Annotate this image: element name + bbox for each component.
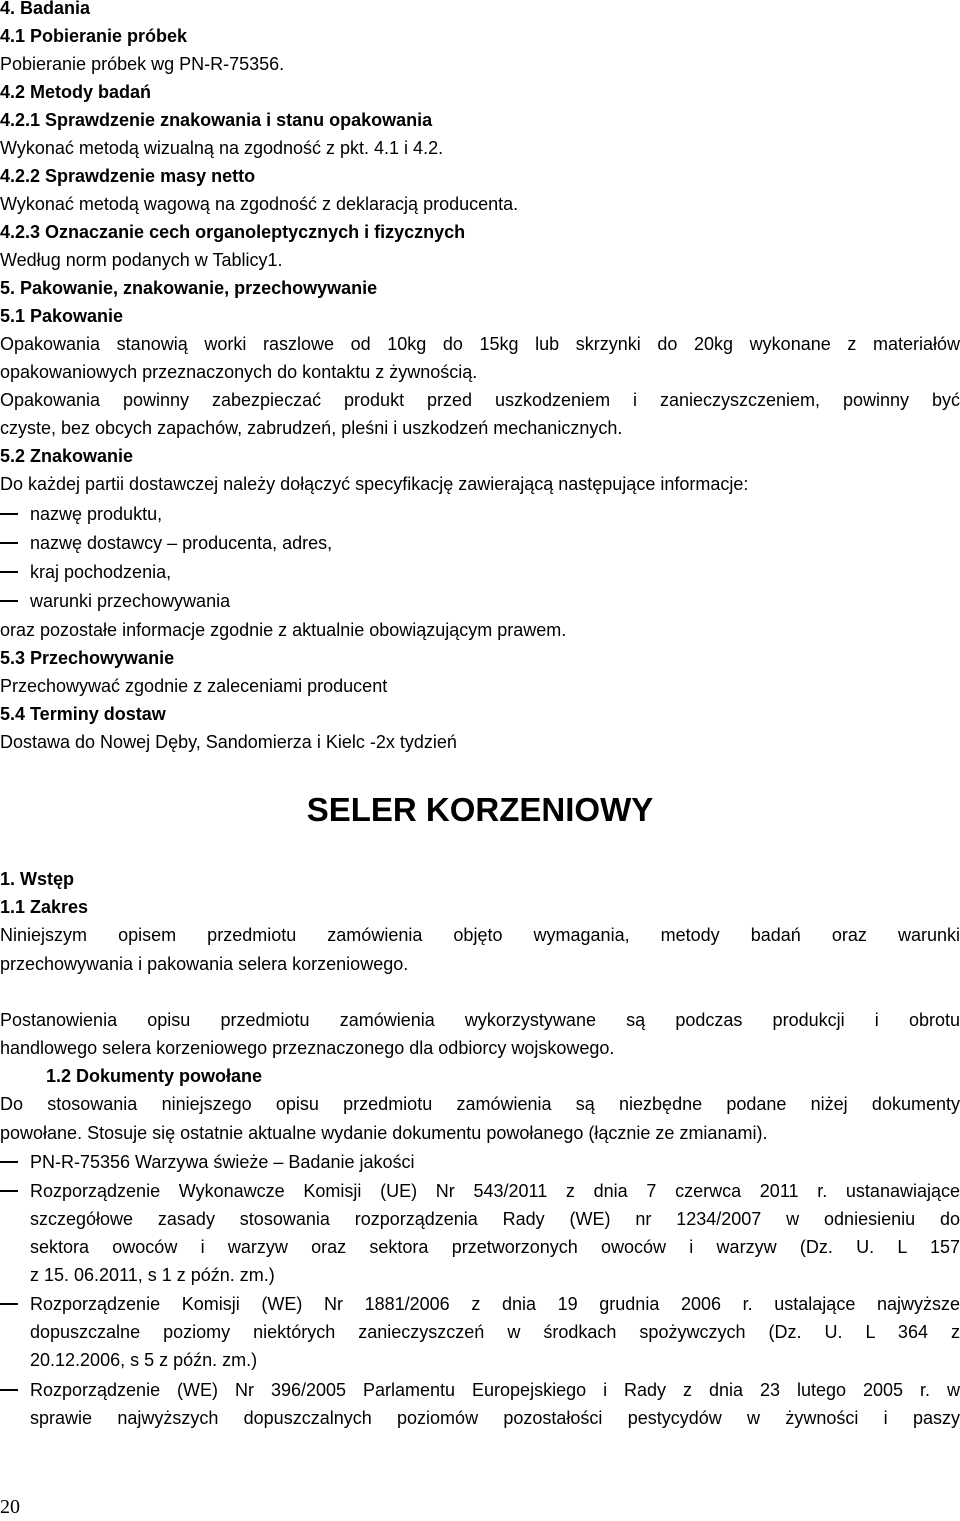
section-4-2-2-heading: 4.2.2 Sprawdzenie masy netto bbox=[0, 166, 256, 186]
reference-item-2-line-1: Rozporządzenie Wykonawcze Komisji (UE) Nr 543/2011 z dnia 7 czerwca 2011 r. ustanawiające bbox=[30, 1181, 960, 1201]
list-dash-icon bbox=[0, 1389, 18, 1391]
section-5-3-text: Przechowywać zgodnie z zaleceniami producent bbox=[0, 676, 388, 696]
list-item: nazwę dostawcy – producenta, adres, bbox=[30, 533, 333, 553]
list-item: nazwę produktu, bbox=[30, 504, 163, 524]
reference-item-4-line-2: sprawie najwyższych dopuszczalnych poziomów pozostałości pestycydów w żywności i paszy bbox=[30, 1408, 960, 1428]
section-4-1-heading: 4.1 Pobieranie próbek bbox=[0, 26, 188, 46]
list-dash-icon bbox=[0, 542, 18, 544]
section-5-2-heading: 5.2 Znakowanie bbox=[0, 446, 134, 466]
section-4-1-text: Pobieranie próbek wg PN-R-75356. bbox=[0, 54, 285, 74]
document-title: SELER KORZENIOWY bbox=[306, 791, 654, 828]
section-4-2-1-text: Wykonać metodą wizualną na zgodność z pkt. 4.1 i 4.2. bbox=[0, 138, 444, 158]
list-dash-icon bbox=[0, 600, 18, 602]
section-1-heading: 1. Wstęp bbox=[0, 869, 75, 889]
section-1-2-heading: 1.2 Dokumenty powołane bbox=[46, 1066, 263, 1086]
section-1-2-paragraph-line-1: Do stosowania niniejszego opisu przedmiotu zamówienia są niezbędne podane niżej dokumenty bbox=[0, 1094, 960, 1114]
reference-item-2-line-3: sektora owoców i warzyw oraz sektora przetworzonych owoców i warzyw (Dz. U. L 157 bbox=[30, 1237, 960, 1257]
section-5-1-paragraph-1-line-1: Opakowania stanowią worki raszlowe od 10kg do 15kg lub skrzynki do 20kg wykonane z materiałów bbox=[0, 334, 960, 354]
reference-item-1: PN-R-75356 Warzywa świeże – Badanie jakości bbox=[30, 1152, 415, 1172]
section-1-1-paragraph-2-line-2: handlowego selera korzeniowego przeznaczonego dla odbiorcy wojskowego. bbox=[0, 1038, 615, 1058]
section-4-2-3-heading: 4.2.3 Oznaczanie cech organoleptycznych i fizycznych bbox=[0, 222, 466, 242]
list-dash-icon bbox=[0, 571, 18, 573]
section-1-2-paragraph-line-2: powołane. Stosuje się ostatnie aktualne wydanie dokumentu powołanego (łącznie ze zmianami). bbox=[0, 1123, 768, 1143]
section-1-1-paragraph-2-line-1: Postanowienia opisu przedmiotu zamówienia wykorzystywane są podczas produkcji i obrotu bbox=[0, 1010, 960, 1030]
section-4-2-1-heading: 4.2.1 Sprawdzenie znakowania i stanu opakowania bbox=[0, 110, 433, 130]
section-5-2-outro: oraz pozostałe informacje zgodnie z aktualnie obowiązującym prawem. bbox=[0, 620, 567, 640]
reference-item-3-line-3: 20.12.2006, s 5 z późn. zm.) bbox=[30, 1350, 258, 1370]
section-1-1-paragraph-1-line-1: Niniejszym opisem przedmiotu zamówienia objęto wymagania, metody badań oraz warunki bbox=[0, 925, 960, 945]
page-number: 20 bbox=[0, 1496, 20, 1518]
section-5-4-heading: 5.4 Terminy dostaw bbox=[0, 704, 166, 724]
section-5-3-heading: 5.3 Przechowywanie bbox=[0, 648, 175, 668]
section-4-2-3-text: Według norm podanych w Tablicy1. bbox=[0, 250, 283, 270]
section-1-1-heading: 1.1 Zakres bbox=[0, 897, 89, 917]
list-item: warunki przechowywania bbox=[30, 591, 231, 611]
section-5-1-paragraph-2-line-1: Opakowania powinny zabezpieczać produkt przed uszkodzeniem i zanieczyszczeniem, powinny być bbox=[0, 390, 960, 410]
list-dash-icon bbox=[0, 1161, 18, 1163]
section-4-heading: 4. Badania bbox=[0, 0, 91, 18]
list-dash-icon bbox=[0, 513, 18, 515]
reference-item-3-line-2: dopuszczalne poziomy niektórych zanieczyszczeń w środkach spożywczych (Dz. U. L 364 z bbox=[30, 1322, 960, 1342]
list-item: kraj pochodzenia, bbox=[30, 562, 172, 582]
section-5-4-text: Dostawa do Nowej Dęby, Sandomierza i Kielc -2x tydzień bbox=[0, 732, 457, 752]
reference-item-3-line-1: Rozporządzenie Komisji (WE) Nr 1881/2006 z dnia 19 grudnia 2006 r. ustalające najwyższe bbox=[30, 1294, 960, 1314]
section-1-1-paragraph-1-line-2: przechowywania i pakowania selera korzeniowego. bbox=[0, 954, 409, 974]
section-5-heading: 5. Pakowanie, znakowanie, przechowywanie bbox=[0, 278, 378, 298]
section-5-1-paragraph-1-line-2: opakowaniowych przeznaczonych do kontaktu z żywnością. bbox=[0, 362, 478, 382]
section-5-1-paragraph-2-line-2: czyste, bez obcych zapachów, zabrudzeń, pleśni i uszkodzeń mechanicznych. bbox=[0, 418, 623, 438]
reference-item-2-line-4: z 15. 06.2011, s 1 z późn. zm.) bbox=[30, 1265, 275, 1285]
section-4-2-heading: 4.2 Metody badań bbox=[0, 82, 152, 102]
reference-item-2-line-2: szczegółowe zasady stosowania rozporządzenia Rady (WE) nr 1234/2007 w odniesieniu do bbox=[30, 1209, 960, 1229]
reference-item-4-line-1: Rozporządzenie (WE) Nr 396/2005 Parlamentu Europejskiego i Rady z dnia 23 lutego 2005 r. w bbox=[30, 1380, 960, 1400]
section-4-2-2-text: Wykonać metodą wagową na zgodność z deklaracją producenta. bbox=[0, 194, 519, 214]
section-5-1-heading: 5.1 Pakowanie bbox=[0, 306, 124, 326]
list-dash-icon bbox=[0, 1190, 18, 1192]
section-5-2-intro: Do każdej partii dostawczej należy dołączyć specyfikację zawierającą następujące informacje: bbox=[0, 474, 749, 494]
list-dash-icon bbox=[0, 1303, 18, 1305]
